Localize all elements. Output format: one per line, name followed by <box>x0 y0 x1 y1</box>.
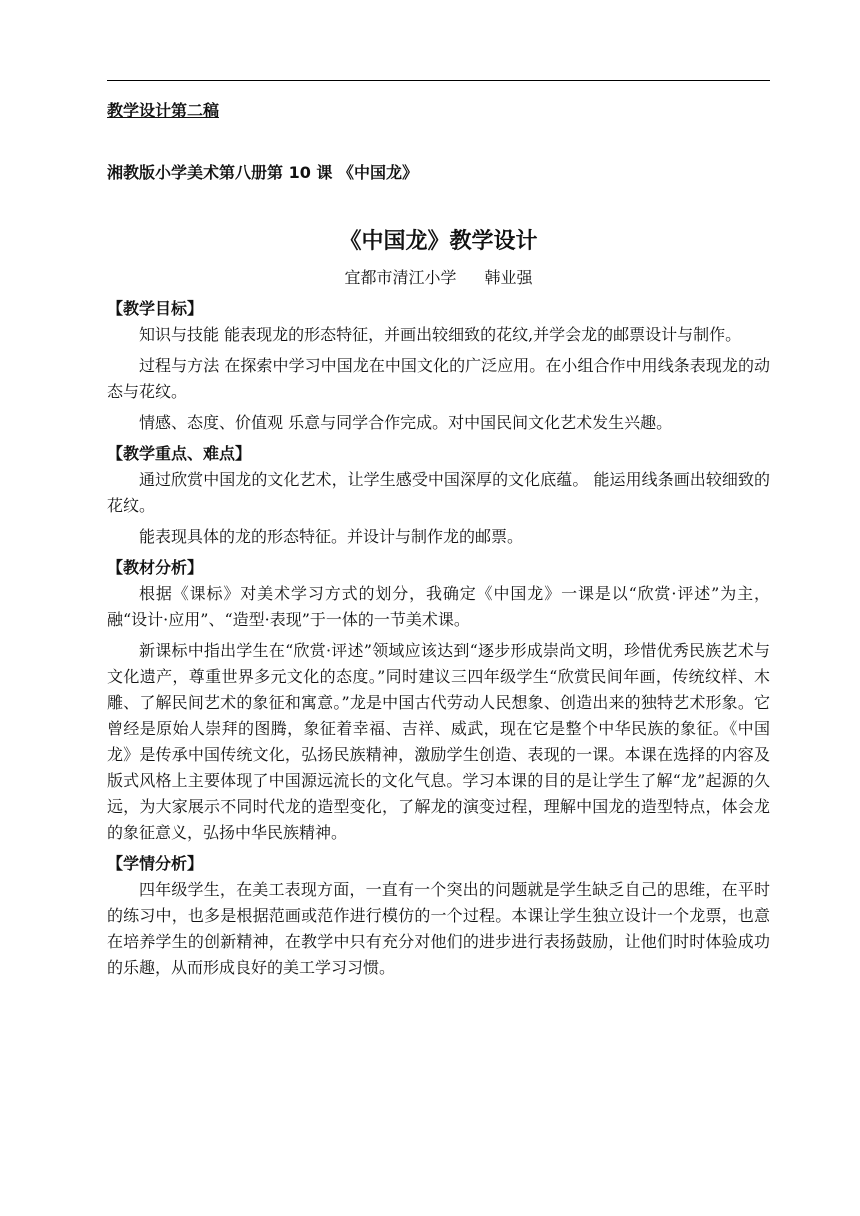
paragraph: 四年级学生，在美工表现方面，一直有一个突出的问题就是学生缺乏自己的思维，在平时的练习中，也多是根据范画或范作进行模仿的一个过程。本课让学生独立设计一个龙票，也意在培养学生的创新精神，在教学中只有充分对他们的进步进行表扬鼓励，让他们时时体验成功的乐趣，从而形成良好的美工学习习惯。 <box>107 880 770 977</box>
doc-title: 《中国龙》教学设计 <box>339 229 538 254</box>
section-heading-keypoints: 【教学重点、难点】 <box>107 444 252 463</box>
paragraph: 通过欣赏中国龙的文化艺术，让学生感受中国深厚的文化底蕴。 能运用线条画出较细致的花纹。 <box>107 470 770 515</box>
paragraph: 能表现具体的龙的形态特征。并设计与制作龙的邮票。 <box>139 527 524 546</box>
paragraph: 情感、态度、价值观 乐意与同学合作完成。对中国民间文化艺术发生兴趣。 <box>139 413 673 432</box>
section-heading-goals: 【教学目标】 <box>107 299 204 318</box>
paragraph: 知识与技能 能表现龙的形态特征，并画出较细致的花纹,并学会龙的邮票设计与制作。 <box>139 325 742 344</box>
paragraph: 新课标中指出学生在“欣赏·评述”领域应该达到“逐步形成崇尚文明，珍惜优秀民族艺术与文化遗产，尊重世界多元文化的态度。”同时建议三四年级学生“欣赏民间年画，传统纹样、木雕、了解民间艺术的象征和寓意。”龙是中国古代劳动人民想象、创造出来的独特艺术形象。它曾经是原始人崇拜的图腾，象征着幸福、吉祥、威武，现在它是整个中华民族的象征。《中国龙》是传承中国传统文化，弘扬民族精神，激励学生创造、表现的一课。本课在选择的内容及版式风格上主要体现了中国源远流长的文化气息。学习本课的目的是让学生了解“龙”起源的久远，为大家展示不同时代龙的造型变化，了解龙的演变过程，理解中国龙的造型特点，体会龙的象征意义，弘扬中华民族精神。 <box>107 641 770 842</box>
section-heading-material: 【教材分析】 <box>107 558 204 577</box>
paragraph: 过程与方法 在探索中学习中国龙在中国文化的广泛应用。在小组合作中用线条表现龙的动态与花纹。 <box>107 356 770 401</box>
paragraph: 根据《课标》对美术学习方式的划分，我确定《中国龙》一课是以“欣赏·评述”为主，融“设计·应用”、“造型·表现”于一体的一节美术课。 <box>107 584 770 629</box>
header-rule <box>107 80 770 81</box>
author-line <box>107 265 770 288</box>
school-name: 宜都市清江小学 <box>344 268 457 287</box>
draft-label: 教学设计第二稿 <box>107 101 220 120</box>
lesson-line: 湘教版小学美术第八册第 10 课 《中国龙》 <box>107 163 418 182</box>
doc-body <box>107 296 770 986</box>
section-heading-students: 【学情分析】 <box>107 854 204 873</box>
author-name: 韩业强 <box>484 268 533 287</box>
